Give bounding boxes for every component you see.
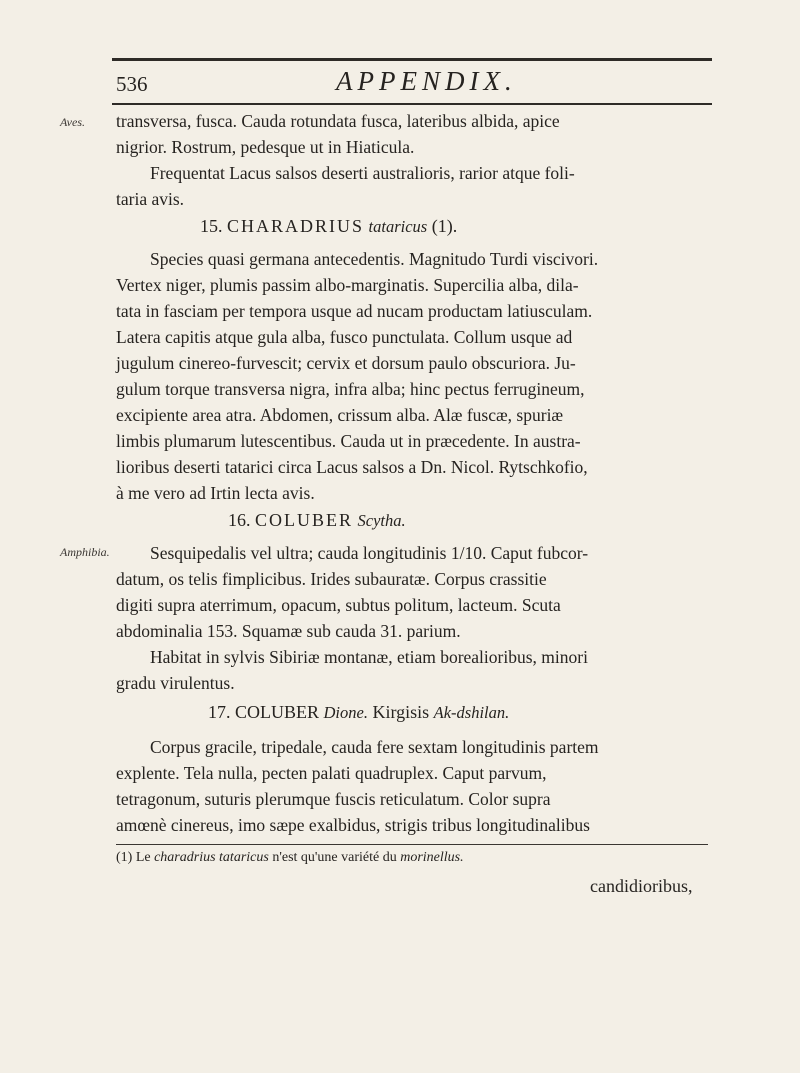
text-line: digiti supra aterrimum, opacum, subtus politum, lacteum. Scuta: [116, 595, 561, 615]
text-line: jugulum cinereo-furvescit; cervix et dorsum paulo obscuriora. Ju-: [116, 353, 576, 373]
text-line: Sesquipedalis vel ultra; cauda longitudinis 1/10. Caput fubcor-: [150, 543, 589, 563]
text-line: Species quasi germana antecedentis. Magnitudo Turdi viscivori.: [150, 249, 599, 269]
heading-coluber-scytha: [228, 510, 406, 531]
page-number: 536: [116, 72, 148, 96]
text-line: gradu virulentus.: [116, 673, 235, 693]
text-line: tata in fasciam per tempora usque ad nucam productam latiusculam.: [116, 301, 593, 321]
vernacular-name: Ak-dshilan.: [433, 703, 510, 722]
header-rule: [112, 103, 712, 105]
genus-name: CHARADRIUS: [227, 216, 365, 236]
header-rule-top: [112, 58, 712, 61]
running-head: APPENDIX.: [336, 66, 517, 96]
footnote-species: charadrius tataricus: [154, 850, 269, 865]
footnote-text: n'est qu'une variété du: [272, 850, 397, 865]
text-line: taria avis.: [116, 189, 185, 209]
catchword: candidioribus,: [590, 876, 693, 896]
genus-name: COLUBER: [255, 510, 354, 530]
heading-charadrius: [200, 216, 457, 237]
text-line: Corpus gracile, tripedale, cauda fere sextam longitudinis partem: [150, 737, 599, 757]
text-line: nigrior. Rostrum, pedesque ut in Hiaticula.: [116, 137, 415, 157]
heading-coluber-dione: [208, 702, 509, 723]
footnote: [116, 850, 464, 866]
text-line: transversa, fusca. Cauda rotundata fusca, lateribus albida, apice: [116, 111, 560, 131]
species-name: Dione.: [323, 703, 368, 722]
text-line: excipiente area atra. Abdomen, crissum alba. Alæ fuscæ, spuriæ: [116, 405, 564, 425]
footnote-rule: [116, 844, 708, 845]
text-line: à me vero ad Irtin lecta avis.: [116, 483, 315, 503]
text-line: limbis plumarum lutescentibus. Cauda ut in præcedente. In austra-: [116, 431, 581, 451]
footnote-text: Le: [135, 850, 151, 865]
text-line: Habitat in sylvis Sibiriæ montanæ, etiam borealioribus, minori: [150, 647, 588, 667]
text-line: amœnè cinereus, imo sæpe exalbidus, strigis tribus longitudinalibus: [116, 815, 590, 835]
margin-note-amphibia: Amphibia.: [60, 545, 110, 559]
heading-number: 16.: [228, 510, 251, 530]
footnote-ref: (1).: [431, 216, 458, 236]
text-line: abdominalia 153. Squamæ sub cauda 31. parium.: [116, 621, 461, 641]
text-line: Latera capitis atque gula alba, fusco punctulata. Collum usque ad: [116, 327, 573, 347]
footnote-mark: (1): [116, 850, 133, 865]
text-line: explente. Tela nulla, pecten palati quadruplex. Caput parvum,: [116, 763, 547, 783]
margin-note-aves: Aves.: [60, 115, 85, 129]
text-line: datum, os telis fimplicibus. Irides subauratæ. Corpus crassitie: [116, 569, 547, 589]
text-line: Vertex niger, plumis passim albo-marginatis. Supercilia alba, dila-: [116, 275, 579, 295]
heading-number: 15.: [200, 216, 223, 236]
text-line: gulum torque transversa nigra, infra alba; hinc pectus ferrugineum,: [116, 379, 585, 399]
species-name: tataricus: [368, 217, 428, 236]
genus-name: COLUBER: [235, 702, 320, 722]
text-line: tetragonum, suturis plerumque fuscis reticulatum. Color supra: [116, 789, 551, 809]
heading-number: 17.: [208, 702, 231, 722]
species-name: Scytha.: [357, 511, 406, 530]
text-line: Frequentat Lacus salsos deserti australioris, rarior atque foli-: [150, 163, 575, 183]
text-line: lioribus deserti tatarici circa Lacus salsos a Dn. Nicol. Rytschkofio,: [116, 457, 588, 477]
footnote-species: morinellus.: [400, 850, 464, 865]
vernacular-label: Kirgisis: [372, 702, 430, 722]
